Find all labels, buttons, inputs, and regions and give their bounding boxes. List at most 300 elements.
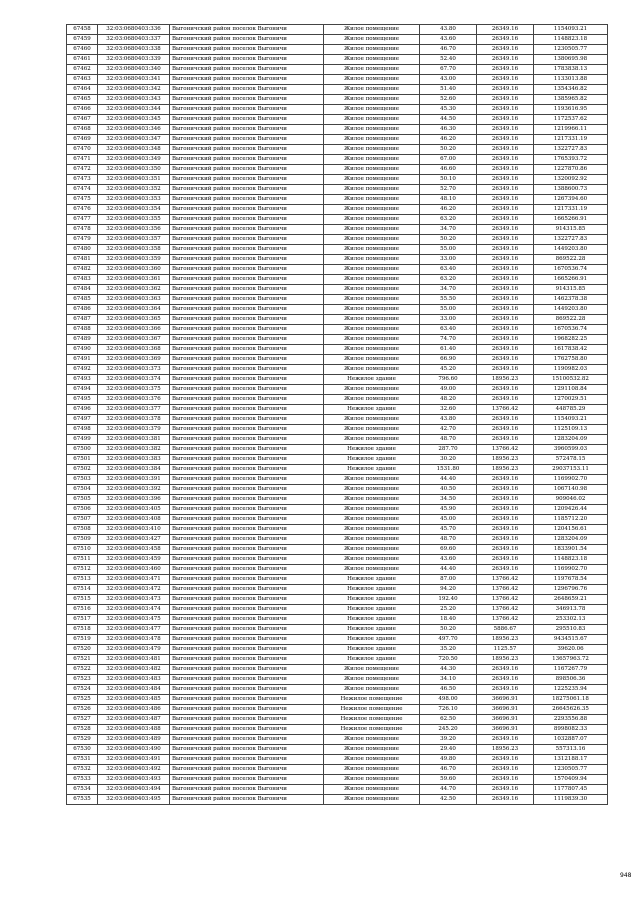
location-cell: Выгоничский район поселок Выгоничи [170, 205, 324, 215]
cadastral-number-cell: 32:03:0680403:410 [98, 525, 170, 535]
location-cell: Выгоничский район поселок Выгоничи [170, 545, 324, 555]
location-cell: Выгоничский район поселок Выгоничи [170, 695, 324, 705]
unit-rate-cell: 26349.16 [477, 505, 534, 515]
table-row [67, 185, 608, 195]
cadastral-number-cell: 32:03:0680403:354 [98, 205, 170, 215]
table-row [67, 755, 608, 765]
location-cell: Выгоничский район поселок Выгоничи [170, 535, 324, 545]
area-cell: 45.70 [420, 525, 477, 535]
table-row [67, 585, 608, 595]
location-cell: Выгоничский район поселок Выгоничи [170, 75, 324, 85]
cadastral-number-cell: 32:03:0680403:341 [98, 75, 170, 85]
area-cell: 44.40 [420, 565, 477, 575]
area-cell: 63.20 [420, 215, 477, 225]
cadastral-number-cell: 32:03:0680403:490 [98, 745, 170, 755]
table-row [67, 775, 608, 785]
unit-rate-cell: 26349.16 [477, 425, 534, 435]
cadastral-value-cell: 2293556.88 [534, 715, 608, 725]
cadastral-number-cell: 32:03:0680403:484 [98, 685, 170, 695]
table-row [67, 445, 608, 455]
location-cell: Выгоничский район поселок Выгоничи [170, 685, 324, 695]
cadastral-number-cell: 32:03:0680403:492 [98, 765, 170, 775]
cadastral-value-cell: 1032887.07 [534, 735, 608, 745]
location-cell: Выгоничский район поселок Выгоничи [170, 675, 324, 685]
row-number-cell: 67509 [67, 535, 98, 545]
area-cell: 67.00 [420, 155, 477, 165]
area-cell: 46.20 [420, 135, 477, 145]
cadastral-number-cell: 32:03:0680403:362 [98, 285, 170, 295]
table-row [67, 465, 608, 475]
table-row [67, 155, 608, 165]
cadastral-number-cell: 32:03:0680403:357 [98, 235, 170, 245]
location-cell: Выгоничский район поселок Выгоничи [170, 645, 324, 655]
table-row [67, 435, 608, 445]
table-row [67, 495, 608, 505]
object-type-cell: Нежилое здание [324, 575, 420, 585]
cadastral-number-cell: 32:03:0680403:472 [98, 585, 170, 595]
row-number-cell: 67492 [67, 365, 98, 375]
location-cell: Выгоничский район поселок Выгоничи [170, 345, 324, 355]
location-cell: Выгоничский район поселок Выгоничи [170, 115, 324, 125]
cadastral-number-cell: 32:03:0680403:375 [98, 385, 170, 395]
unit-rate-cell: 26349.16 [477, 315, 534, 325]
cadastral-number-cell: 32:03:0680403:337 [98, 35, 170, 45]
row-number-cell: 67508 [67, 525, 98, 535]
object-type-cell: Жилое помещение [324, 135, 420, 145]
cadastral-value-cell: 1154093.21 [534, 25, 608, 35]
object-type-cell: Жилое помещение [324, 785, 420, 795]
row-number-cell: 67531 [67, 755, 98, 765]
cadastral-number-cell: 32:03:0680403:364 [98, 305, 170, 315]
row-number-cell: 67496 [67, 405, 98, 415]
unit-rate-cell: 13766.42 [477, 595, 534, 605]
row-number-cell: 67524 [67, 685, 98, 695]
cadastral-value-cell: 1169902.70 [534, 565, 608, 575]
table-row [67, 745, 608, 755]
table-row [67, 625, 608, 635]
table-row [67, 795, 608, 805]
cadastral-number-cell: 32:03:0680403:383 [98, 455, 170, 465]
object-type-cell: Жилое помещение [324, 295, 420, 305]
cadastral-value-cell: 1219966.11 [534, 125, 608, 135]
object-type-cell: Жилое помещение [324, 145, 420, 155]
cadastral-value-cell: 18275061.18 [534, 695, 608, 705]
location-cell: Выгоничский район поселок Выгоничи [170, 585, 324, 595]
unit-rate-cell: 26349.16 [477, 475, 534, 485]
row-number-cell: 67507 [67, 515, 98, 525]
area-cell: 59.60 [420, 775, 477, 785]
cadastral-number-cell: 32:03:0680403:408 [98, 515, 170, 525]
unit-rate-cell: 26349.16 [477, 85, 534, 95]
object-type-cell: Нежилое здание [324, 375, 420, 385]
cadastral-value-cell: 1388600.73 [534, 185, 608, 195]
row-number-cell: 67458 [67, 25, 98, 35]
table-row [67, 685, 608, 695]
object-type-cell: Жилое помещение [324, 755, 420, 765]
object-type-cell: Жилое помещение [324, 425, 420, 435]
location-cell: Выгоничский район поселок Выгоничи [170, 145, 324, 155]
location-cell: Выгоничский район поселок Выгоничи [170, 175, 324, 185]
cadastral-number-cell: 32:03:0680403:493 [98, 775, 170, 785]
row-number-cell: 67473 [67, 175, 98, 185]
object-type-cell: Нежилое здание [324, 455, 420, 465]
object-type-cell: Жилое помещение [324, 355, 420, 365]
cadastral-number-cell: 32:03:0680403:488 [98, 725, 170, 735]
table-row [67, 135, 608, 145]
area-cell: 30.20 [420, 455, 477, 465]
row-number-cell: 67522 [67, 665, 98, 675]
area-cell: 63.20 [420, 275, 477, 285]
table-row [67, 385, 608, 395]
table-row [67, 575, 608, 585]
table-row [67, 545, 608, 555]
table-row [67, 235, 608, 245]
cadastral-value-cell: 1354346.82 [534, 85, 608, 95]
unit-rate-cell: 26349.16 [477, 395, 534, 405]
table-row [67, 105, 608, 115]
table-row [67, 305, 608, 315]
cadastral-number-cell: 32:03:0680403:352 [98, 185, 170, 195]
cadastral-value-cell: 1133013.88 [534, 75, 608, 85]
location-cell: Выгоничский район поселок Выгоничи [170, 125, 324, 135]
location-cell: Выгоничский район поселок Выгоничи [170, 415, 324, 425]
cadastral-number-cell: 32:03:0680403:369 [98, 355, 170, 365]
table-row [67, 425, 608, 435]
location-cell: Выгоничский район поселок Выгоничи [170, 95, 324, 105]
unit-rate-cell: 26349.16 [477, 555, 534, 565]
object-type-cell: Жилое помещение [324, 225, 420, 235]
cadastral-value-cell: 1067140.98 [534, 485, 608, 495]
table-row [67, 665, 608, 675]
table-row [67, 45, 608, 55]
table-row [67, 355, 608, 365]
unit-rate-cell: 26349.16 [477, 775, 534, 785]
area-cell: 87.00 [420, 575, 477, 585]
unit-rate-cell: 13766.42 [477, 605, 534, 615]
row-number-cell: 67491 [67, 355, 98, 365]
unit-rate-cell: 26349.16 [477, 755, 534, 765]
cadastral-value-cell: 8998082.33 [534, 725, 608, 735]
area-cell: 50.10 [420, 175, 477, 185]
row-number-cell: 67505 [67, 495, 98, 505]
unit-rate-cell: 26349.16 [477, 285, 534, 295]
cadastral-value-cell: 1968282.25 [534, 335, 608, 345]
location-cell: Выгоничский район поселок Выгоничи [170, 465, 324, 475]
row-number-cell: 67518 [67, 625, 98, 635]
row-number-cell: 67534 [67, 785, 98, 795]
cadastral-number-cell: 32:03:0680403:475 [98, 615, 170, 625]
row-number-cell: 67521 [67, 655, 98, 665]
row-number-cell: 67474 [67, 185, 98, 195]
area-cell: 34.10 [420, 675, 477, 685]
unit-rate-cell: 26349.16 [477, 125, 534, 135]
cadastral-number-cell: 32:03:0680403:427 [98, 535, 170, 545]
location-cell: Выгоничский район поселок Выгоничи [170, 35, 324, 45]
area-cell: 55.00 [420, 305, 477, 315]
unit-rate-cell: 26349.16 [477, 165, 534, 175]
cadastral-number-cell: 32:03:0680403:367 [98, 335, 170, 345]
table-row [67, 405, 608, 415]
area-cell: 44.40 [420, 475, 477, 485]
unit-rate-cell: 26349.16 [477, 205, 534, 215]
table-row [67, 325, 608, 335]
unit-rate-cell: 26349.16 [477, 45, 534, 55]
cadastral-number-cell: 32:03:0680403:473 [98, 595, 170, 605]
location-cell: Выгоничский район поселок Выгоничи [170, 375, 324, 385]
cadastral-number-cell: 32:03:0680403:377 [98, 405, 170, 415]
object-type-cell: Жилое помещение [324, 495, 420, 505]
location-cell: Выгоничский район поселок Выгоничи [170, 165, 324, 175]
table-row [67, 765, 608, 775]
cadastral-number-cell: 32:03:0680403:382 [98, 445, 170, 455]
cadastral-value-cell: 1783838.13 [534, 65, 608, 75]
cadastral-number-cell: 32:03:0680403:458 [98, 545, 170, 555]
object-type-cell: Нежилое здание [324, 465, 420, 475]
cadastral-number-cell: 32:03:0680403:494 [98, 785, 170, 795]
location-cell: Выгоничский район поселок Выгоничи [170, 705, 324, 715]
cadastral-number-cell: 32:03:0680403:353 [98, 195, 170, 205]
row-number-cell: 67486 [67, 305, 98, 315]
cadastral-number-cell: 32:03:0680403:459 [98, 555, 170, 565]
table-row [67, 505, 608, 515]
unit-rate-cell: 26349.16 [477, 55, 534, 65]
row-number-cell: 67529 [67, 735, 98, 745]
table-row [67, 715, 608, 725]
cadastral-value-cell: 1462378.38 [534, 295, 608, 305]
row-number-cell: 67493 [67, 375, 98, 385]
cadastral-number-cell: 32:03:0680403:340 [98, 65, 170, 75]
cadastral-number-cell: 32:03:0680403:363 [98, 295, 170, 305]
area-cell: 46.20 [420, 205, 477, 215]
unit-rate-cell: 26349.16 [477, 485, 534, 495]
cadastral-value-cell: 1762758.80 [534, 355, 608, 365]
row-number-cell: 67500 [67, 445, 98, 455]
cadastral-value-cell: 914315.85 [534, 225, 608, 235]
table-row [67, 215, 608, 225]
location-cell: Выгоничский район поселок Выгоничи [170, 305, 324, 315]
area-cell: 45.90 [420, 505, 477, 515]
cadastral-value-cell: 1154093.21 [534, 415, 608, 425]
cadastral-value-cell: 1385965.82 [534, 95, 608, 105]
cadastral-number-cell: 32:03:0680403:365 [98, 315, 170, 325]
unit-rate-cell: 26349.16 [477, 565, 534, 575]
row-number-cell: 67485 [67, 295, 98, 305]
cadastral-value-cell: 1177807.45 [534, 785, 608, 795]
object-type-cell: Нежилое здание [324, 595, 420, 605]
object-type-cell: Жилое помещение [324, 215, 420, 225]
row-number-cell: 67494 [67, 385, 98, 395]
row-number-cell: 67510 [67, 545, 98, 555]
cadastral-number-cell: 32:03:0680403:373 [98, 365, 170, 375]
cadastral-number-cell: 32:03:0680403:405 [98, 505, 170, 515]
cadastral-value-cell: 1765393.72 [534, 155, 608, 165]
cadastral-number-cell: 32:03:0680403:355 [98, 215, 170, 225]
cadastral-value-cell: 3960599.03 [534, 445, 608, 455]
object-type-cell: Жилое помещение [324, 535, 420, 545]
row-number-cell: 67512 [67, 565, 98, 575]
area-cell: 497.70 [420, 635, 477, 645]
location-cell: Выгоничский район поселок Выгоничи [170, 635, 324, 645]
cadastral-number-cell: 32:03:0680403:483 [98, 675, 170, 685]
table-row [67, 735, 608, 745]
row-number-cell: 67525 [67, 695, 98, 705]
area-cell: 25.20 [420, 605, 477, 615]
object-type-cell: Жилое помещение [324, 775, 420, 785]
cadastral-number-cell: 32:03:0680403:485 [98, 695, 170, 705]
unit-rate-cell: 26349.16 [477, 225, 534, 235]
table-row [67, 255, 608, 265]
area-cell: 67.70 [420, 65, 477, 75]
cadastral-number-cell: 32:03:0680403:482 [98, 665, 170, 675]
table-row [67, 415, 608, 425]
object-type-cell: Нежилое здание [324, 625, 420, 635]
area-cell: 94.20 [420, 585, 477, 595]
unit-rate-cell: 26349.16 [477, 765, 534, 775]
object-type-cell: Жилое помещение [324, 735, 420, 745]
unit-rate-cell: 26349.16 [477, 195, 534, 205]
cadastral-value-cell: 1296796.76 [534, 585, 608, 595]
area-cell: 287.70 [420, 445, 477, 455]
cadastral-value-cell: 1119839.30 [534, 795, 608, 805]
row-number-cell: 67498 [67, 425, 98, 435]
row-number-cell: 67481 [67, 255, 98, 265]
table-row [67, 565, 608, 575]
unit-rate-cell: 18956.23 [477, 465, 534, 475]
area-cell: 45.00 [420, 515, 477, 525]
cadastral-number-cell: 32:03:0680403:381 [98, 435, 170, 445]
unit-rate-cell: 26349.16 [477, 515, 534, 525]
table-row [67, 275, 608, 285]
cadastral-value-cell: 1217331.19 [534, 205, 608, 215]
location-cell: Выгоничский район поселок Выгоничи [170, 775, 324, 785]
area-cell: 50.20 [420, 145, 477, 155]
table-row [67, 475, 608, 485]
object-type-cell: Жилое помещение [324, 65, 420, 75]
row-number-cell: 67466 [67, 105, 98, 115]
unit-rate-cell: 13766.42 [477, 405, 534, 415]
area-cell: 1531.80 [420, 465, 477, 475]
area-cell: 63.40 [420, 265, 477, 275]
cadastral-number-cell: 32:03:0680403:478 [98, 635, 170, 645]
object-type-cell: Нежилое помещение [324, 715, 420, 725]
table-row [67, 295, 608, 305]
object-type-cell: Жилое помещение [324, 435, 420, 445]
cadastral-value-cell: 1185712.20 [534, 515, 608, 525]
unit-rate-cell: 26349.16 [477, 35, 534, 45]
cadastral-value-cell: 1449203.80 [534, 245, 608, 255]
page-number: 948 [620, 872, 632, 879]
cadastral-value-cell: 1670536.74 [534, 325, 608, 335]
area-cell: 48.10 [420, 195, 477, 205]
cadastral-value-cell: 1665266.91 [534, 215, 608, 225]
cadastral-value-cell: 1291108.84 [534, 385, 608, 395]
unit-rate-cell: 18956.23 [477, 745, 534, 755]
cadastral-value-cell: 1197678.54 [534, 575, 608, 585]
unit-rate-cell: 26349.16 [477, 295, 534, 305]
location-cell: Выгоничский район поселок Выгоничи [170, 435, 324, 445]
area-cell: 498.00 [420, 695, 477, 705]
location-cell: Выгоничский район поселок Выгоничи [170, 505, 324, 515]
object-type-cell: Жилое помещение [324, 685, 420, 695]
area-cell: 46.70 [420, 765, 477, 775]
object-type-cell: Жилое помещение [324, 765, 420, 775]
object-type-cell: Жилое помещение [324, 25, 420, 35]
unit-rate-cell: 26349.16 [477, 785, 534, 795]
row-number-cell: 67464 [67, 85, 98, 95]
cadastral-number-cell: 32:03:0680403:345 [98, 115, 170, 125]
cadastral-value-cell: 1169902.70 [534, 475, 608, 485]
unit-rate-cell: 26349.16 [477, 155, 534, 165]
object-type-cell: Жилое помещение [324, 105, 420, 115]
object-type-cell: Жилое помещение [324, 515, 420, 525]
table-row [67, 645, 608, 655]
area-cell: 44.70 [420, 785, 477, 795]
row-number-cell: 67484 [67, 285, 98, 295]
object-type-cell: Жилое помещение [324, 285, 420, 295]
object-type-cell: Жилое помещение [324, 195, 420, 205]
location-cell: Выгоничский район поселок Выгоничи [170, 25, 324, 35]
object-type-cell: Жилое помещение [324, 745, 420, 755]
area-cell: 46.60 [420, 165, 477, 175]
row-number-cell: 67513 [67, 575, 98, 585]
object-type-cell: Жилое помещение [324, 95, 420, 105]
cadastral-number-cell: 32:03:0680403:368 [98, 345, 170, 355]
object-type-cell: Нежилое помещение [324, 695, 420, 705]
unit-rate-cell: 26349.16 [477, 355, 534, 365]
area-cell: 40.50 [420, 485, 477, 495]
unit-rate-cell: 26349.16 [477, 265, 534, 275]
table-row [67, 515, 608, 525]
cadastral-value-cell: 26645626.35 [534, 705, 608, 715]
row-number-cell: 67530 [67, 745, 98, 755]
cadastral-value-cell: 253302.13 [534, 615, 608, 625]
row-number-cell: 67472 [67, 165, 98, 175]
row-number-cell: 67517 [67, 615, 98, 625]
cadastral-value-cell: 1312188.17 [534, 755, 608, 765]
cadastral-number-cell: 32:03:0680403:343 [98, 95, 170, 105]
area-cell: 192.40 [420, 595, 477, 605]
unit-rate-cell: 26349.16 [477, 245, 534, 255]
cadastral-number-cell: 32:03:0680403:347 [98, 135, 170, 145]
cadastral-number-cell: 32:03:0680403:359 [98, 255, 170, 265]
unit-rate-cell: 36696.91 [477, 705, 534, 715]
unit-rate-cell: 36696.91 [477, 715, 534, 725]
object-type-cell: Жилое помещение [324, 45, 420, 55]
unit-rate-cell: 26349.16 [477, 145, 534, 155]
object-type-cell: Жилое помещение [324, 175, 420, 185]
cadastral-number-cell: 32:03:0680403:339 [98, 55, 170, 65]
table-row [67, 25, 608, 35]
area-cell: 43.80 [420, 415, 477, 425]
cadastral-value-cell: 1270029.51 [534, 395, 608, 405]
location-cell: Выгоничский район поселок Выгоничи [170, 245, 324, 255]
unit-rate-cell: 26349.16 [477, 215, 534, 225]
table-row [67, 165, 608, 175]
location-cell: Выгоничский район поселок Выгоничи [170, 185, 324, 195]
area-cell: 52.40 [420, 55, 477, 65]
object-type-cell: Жилое помещение [324, 485, 420, 495]
cadastral-value-cell: 1570409.94 [534, 775, 608, 785]
unit-rate-cell: 26349.16 [477, 735, 534, 745]
table-row [67, 175, 608, 185]
location-cell: Выгоничский район поселок Выгоничи [170, 565, 324, 575]
object-type-cell: Нежилое здание [324, 655, 420, 665]
table-row [67, 605, 608, 615]
table-row [67, 485, 608, 495]
row-number-cell: 67475 [67, 195, 98, 205]
location-cell: Выгоничский район поселок Выгоничи [170, 395, 324, 405]
cadastral-number-cell: 32:03:0680403:392 [98, 485, 170, 495]
